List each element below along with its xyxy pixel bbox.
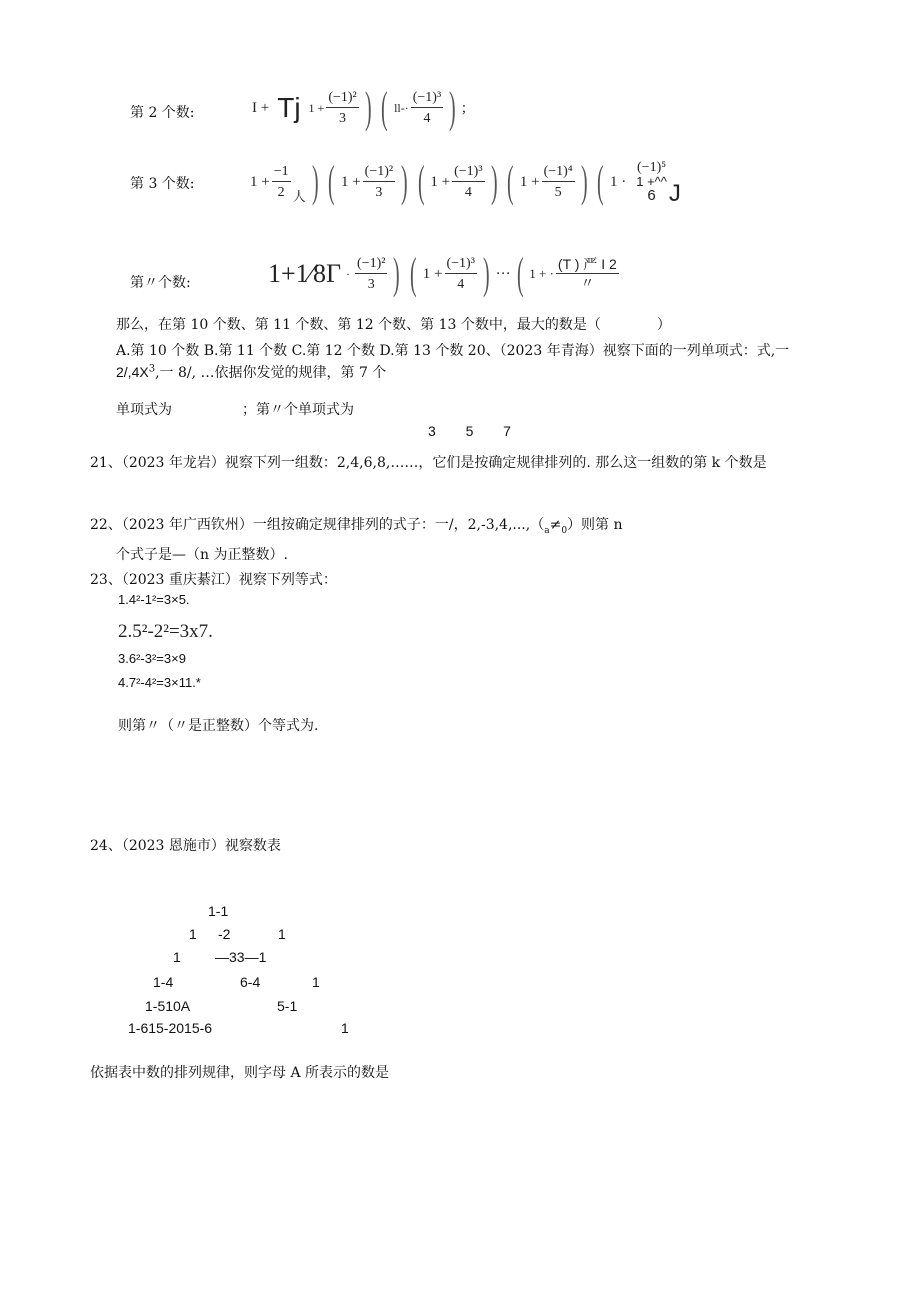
q21-text: 21、（2023 年龙岩）视察下列一组数：2,4,6,8,……，它们是按确定规律排列的. 那么这一组数的第 k 个数是	[90, 455, 767, 471]
seq-n-f3-prefix: 1 + ·	[529, 266, 554, 281]
tri-row-2-a: 1	[189, 926, 197, 942]
tri-row-5-b: 5-1	[277, 998, 298, 1014]
q23-eq-1: 1.4²-1²=3×5.	[118, 592, 190, 607]
seq-3-frac-0	[272, 165, 291, 200]
seq-3-frac-4	[636, 161, 667, 203]
frac-num: (−1)²	[355, 257, 387, 274]
seq-n-f1-prefix: ·	[346, 266, 351, 281]
frac-num: (−1)⁵	[637, 160, 667, 175]
paren-open: (	[597, 157, 604, 206]
seq-2-f1-prefix: 1 +	[308, 100, 325, 115]
seq-2-frac-2	[411, 91, 443, 126]
seq-3-f4-garble: 1 +^^	[636, 174, 667, 189]
seq-n-label: 第〃个数:	[130, 275, 191, 291]
seq-2-formula	[252, 83, 466, 132]
q20-line-3: 单项式为 ；第〃个单项式为	[116, 402, 354, 418]
seq-3-lead: 1 +	[250, 173, 270, 190]
paren-open: (	[507, 157, 514, 206]
q20-terms-a: 2/,4X	[116, 364, 149, 380]
seq-n-dots: ···	[495, 265, 511, 282]
frac-den: 4	[457, 276, 465, 292]
paren-open: (	[417, 157, 425, 206]
paren-open: (	[516, 249, 524, 298]
seq-2-label: 第 2 个数:	[130, 105, 195, 121]
tri-row-5-a: 1-510A	[145, 998, 191, 1014]
tri-row-6-a: 1-615-2015-6	[128, 1020, 213, 1036]
q22-line-2: 个式子是—（n 为正整数）.	[116, 547, 288, 563]
frac-den: 3	[367, 276, 375, 292]
frac-den: 4	[423, 110, 431, 126]
paren-close: )	[393, 249, 401, 298]
tri-row-4-c: 1	[312, 974, 320, 990]
frac-num: −1	[272, 165, 291, 182]
q22-line-1	[90, 514, 623, 536]
paren-close: )	[482, 249, 490, 298]
seq-3-frac-3	[542, 165, 575, 200]
paren-open: (	[328, 157, 335, 206]
seq-n-frac-3	[556, 257, 619, 292]
question-options-line: A.第 10 个数 B.第 11 个数 C.第 12 个数 D.第 13 个数 20、（2023 年青海）视察下面的一列单项式：式,一	[116, 343, 790, 359]
seq-n-lead: 1+1⁄8Γ	[268, 259, 342, 288]
paren-close: )	[311, 157, 319, 206]
seq-3-f3-prefix: 1 +	[519, 173, 540, 190]
frac-den: 5	[554, 184, 562, 200]
paren-open: (	[410, 249, 417, 298]
seq-3-f2-prefix: 1 +	[430, 173, 451, 190]
q20-numbers	[428, 423, 511, 439]
tri-row-6-b: 1	[341, 1020, 349, 1036]
tri-row-4-b: 6-4	[240, 974, 261, 990]
seq-2-big: Tj	[277, 92, 301, 123]
seq-n-frac-2	[445, 257, 477, 292]
q23-eq-2: 2.5²-2²=3x7.	[118, 621, 213, 642]
frac-den: 4	[464, 184, 472, 200]
frac-den: 〃	[580, 276, 595, 292]
q22-text-c: ）则第 n	[567, 517, 623, 533]
tri-row-2-b: -2	[218, 926, 231, 942]
q23-eq-3: 3.6²-3²=3×9	[118, 651, 186, 666]
q20-terms-b: ,一 8/, …依据你发觉的规律，第 7 个	[155, 365, 387, 381]
seq-n-formula	[268, 249, 619, 298]
paren-close: )	[364, 83, 372, 132]
question-prompt: 那么，在第 10 个数、第 11 个数、第 12 个数、第 13 个数中，最大的数是（ ）	[116, 317, 671, 333]
seq-2-frac-1	[326, 91, 358, 126]
paren-close: )	[401, 157, 408, 206]
tri-row-3-a: 1	[173, 949, 181, 965]
seq-2-tail: ;	[461, 99, 466, 116]
paren-close: )	[490, 157, 498, 206]
frac-num: (−1)³	[445, 257, 477, 274]
frac-num: (−1)²	[326, 91, 358, 108]
tri-row-1: 1-1	[208, 903, 229, 919]
seq-3-formula	[250, 156, 681, 208]
q24-title: 24、（2023 恩施市）视察数表	[90, 838, 281, 854]
q20-num: 3	[428, 423, 436, 439]
seq-2-f2-prefix: ll-·	[394, 100, 409, 115]
frac-num: (T ) 严 I 2	[557, 255, 617, 272]
q22-sub2: 0	[561, 525, 568, 536]
seq-3-f4-prefix: 1 ·	[610, 173, 627, 190]
q23-eq-4: 4.7²-4²=3×11.*	[118, 675, 201, 690]
seq-2-lead: I +	[252, 99, 270, 116]
frac-den: 2	[277, 184, 285, 200]
q20-exp: 3	[148, 363, 156, 375]
q23-title: 23、（2023 重庆綦江）视察下列等式：	[90, 572, 337, 588]
seq-n-f2-prefix: 1 +	[422, 265, 443, 282]
seq-3-label: 第 3 个数:	[130, 176, 195, 192]
paren-close: )	[449, 83, 456, 132]
seq-3-frac-1	[363, 165, 395, 200]
frac-num: (−1)³	[411, 91, 443, 108]
seq-3-f0-after: 人	[292, 188, 306, 204]
q22-text-b: ≠	[549, 517, 562, 533]
paren-close: )	[580, 157, 588, 206]
tri-row-3-b: —33—1	[215, 949, 267, 965]
frac-num: (−1)²	[363, 165, 395, 182]
q23-ask: 则第〃（〃是正整数）个等式为.	[118, 718, 319, 734]
frac-num: (−1)³	[452, 165, 484, 182]
seq-n-frac-1	[355, 257, 387, 292]
q20-num: 7	[503, 423, 511, 439]
tri-row-4-a: 1-4	[153, 974, 174, 990]
frac-den: 6	[647, 187, 656, 204]
seq-3-f4-after: J	[668, 180, 681, 207]
q20-line-2	[116, 362, 386, 382]
tri-row-2-c: 1	[278, 926, 286, 942]
paren-open: (	[381, 83, 389, 132]
q24-ask: 依据表中数的排列规律，则字母 A 所表示的数是	[90, 1065, 390, 1081]
q22-text-a: 22、（2023 年广西钦州）一组按确定规律排列的式子：一/，2,-3,4,...,（	[90, 517, 545, 533]
q20-num: 5	[465, 423, 474, 439]
seq-3-f1-prefix: 1 +	[340, 173, 361, 190]
q22-sub: a	[544, 525, 550, 536]
frac-den: 3	[339, 110, 347, 126]
seq-3-frac-2	[452, 165, 484, 200]
frac-num: (−1)⁴	[542, 165, 575, 182]
frac-den: 3	[375, 184, 383, 200]
